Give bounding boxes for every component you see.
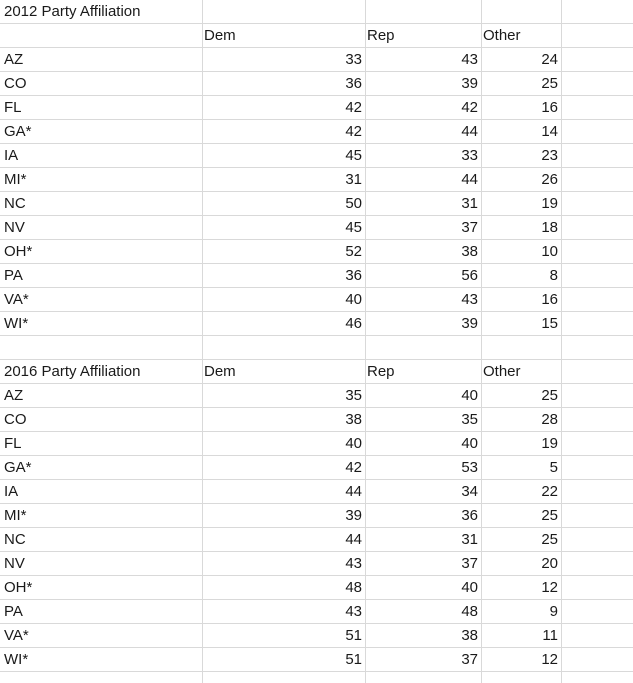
other-cell[interactable]: 16: [541, 99, 558, 116]
dem-cell[interactable]: 46: [345, 315, 362, 332]
dem-cell[interactable]: 43: [345, 603, 362, 620]
state-cell[interactable]: VA*: [4, 627, 29, 644]
state-cell[interactable]: NV: [4, 555, 25, 572]
table-row: [0, 96, 633, 120]
other-cell[interactable]: 15: [541, 315, 558, 332]
state-cell[interactable]: WI*: [4, 651, 29, 668]
table-row: [0, 408, 633, 432]
rep-cell[interactable]: 38: [461, 243, 478, 260]
table-row: [0, 576, 633, 600]
table-row: [0, 552, 633, 576]
other-cell[interactable]: 16: [541, 291, 558, 308]
other-cell[interactable]: 20: [541, 555, 558, 572]
dem-cell[interactable]: 36: [345, 267, 362, 284]
rep-cell[interactable]: 33: [461, 147, 478, 164]
other-cell[interactable]: 19: [541, 435, 558, 452]
dem-cell[interactable]: 36: [345, 75, 362, 92]
table-2012-header-row: [0, 0, 633, 24]
dem-cell[interactable]: 42: [345, 99, 362, 116]
table-2012-title[interactable]: 2012 Party Affiliation: [4, 3, 141, 20]
blank-row: [0, 336, 633, 360]
state-cell[interactable]: FL: [4, 99, 22, 116]
rep-cell[interactable]: 31: [461, 531, 478, 548]
header-other[interactable]: Other: [483, 27, 521, 44]
table-row: [0, 504, 633, 528]
state-cell[interactable]: OH*: [4, 243, 33, 260]
state-cell[interactable]: MI*: [4, 507, 27, 524]
state-cell[interactable]: VA*: [4, 291, 29, 308]
state-cell[interactable]: PA: [4, 603, 23, 620]
table-row: [0, 120, 633, 144]
table-2016-title[interactable]: 2016 Party Affiliation: [4, 363, 141, 380]
table-row: [0, 168, 633, 192]
other-cell[interactable]: 26: [541, 171, 558, 188]
table-2016-header-row: [0, 360, 633, 384]
table-row: [0, 384, 633, 408]
state-cell[interactable]: FL: [4, 435, 22, 452]
header-dem[interactable]: Dem: [204, 363, 236, 380]
other-cell[interactable]: 9: [549, 603, 558, 620]
rep-cell[interactable]: 35: [461, 411, 478, 428]
dem-cell[interactable]: 39: [345, 507, 362, 524]
table-row: [0, 72, 633, 96]
dem-cell[interactable]: 43: [345, 555, 362, 572]
state-cell[interactable]: WI*: [4, 315, 29, 332]
state-cell[interactable]: IA: [4, 483, 19, 500]
rep-cell[interactable]: 39: [461, 75, 478, 92]
dem-cell[interactable]: 33: [345, 51, 362, 68]
rep-cell[interactable]: 44: [461, 123, 478, 140]
state-cell[interactable]: NC: [4, 531, 26, 548]
table-row: [0, 648, 633, 672]
header-rep[interactable]: Rep: [367, 27, 395, 44]
state-cell[interactable]: NV: [4, 219, 25, 236]
rep-cell[interactable]: 36: [461, 507, 478, 524]
rep-cell[interactable]: 44: [461, 171, 478, 188]
table-row: [0, 528, 633, 552]
other-cell[interactable]: 12: [541, 651, 558, 668]
rep-cell[interactable]: 31: [461, 195, 478, 212]
state-cell[interactable]: IA: [4, 147, 19, 164]
other-cell[interactable]: 10: [541, 243, 558, 260]
rep-cell[interactable]: 37: [461, 651, 478, 668]
table-row: [0, 240, 633, 264]
dem-cell[interactable]: 38: [345, 411, 362, 428]
other-cell[interactable]: 25: [541, 75, 558, 92]
state-cell[interactable]: MI*: [4, 171, 27, 188]
dem-cell[interactable]: 35: [345, 387, 362, 404]
other-cell[interactable]: 23: [541, 147, 558, 164]
rep-cell[interactable]: 34: [461, 483, 478, 500]
dem-cell[interactable]: 40: [345, 435, 362, 452]
rep-cell[interactable]: 42: [461, 99, 478, 116]
table-row: [0, 192, 633, 216]
other-cell[interactable]: 19: [541, 195, 558, 212]
table-row: [0, 264, 633, 288]
rep-cell[interactable]: 40: [461, 435, 478, 452]
dem-cell[interactable]: 45: [345, 147, 362, 164]
header-other[interactable]: Other: [483, 363, 521, 380]
state-cell[interactable]: PA: [4, 267, 23, 284]
table-row: [0, 144, 633, 168]
dem-cell[interactable]: 51: [345, 627, 362, 644]
other-cell[interactable]: 11: [542, 627, 558, 644]
header-rep[interactable]: Rep: [367, 363, 395, 380]
state-cell[interactable]: OH*: [4, 579, 33, 596]
header-dem[interactable]: Dem: [204, 27, 236, 44]
dem-cell[interactable]: 44: [345, 531, 362, 548]
dem-cell[interactable]: 44: [345, 483, 362, 500]
rep-cell[interactable]: 53: [461, 459, 478, 476]
table-row: [0, 312, 633, 336]
table-2012-column-headers: [0, 24, 633, 48]
other-cell[interactable]: 28: [541, 411, 558, 428]
dem-cell[interactable]: 48: [345, 579, 362, 596]
dem-cell[interactable]: 51: [345, 651, 362, 668]
state-cell[interactable]: CO: [4, 411, 27, 428]
dem-cell[interactable]: 42: [345, 123, 362, 140]
state-cell[interactable]: AZ: [4, 51, 24, 68]
rep-cell[interactable]: 37: [461, 219, 478, 236]
table-row: [0, 288, 633, 312]
other-cell[interactable]: 22: [541, 483, 558, 500]
dem-cell[interactable]: 42: [345, 459, 362, 476]
rep-cell[interactable]: 39: [461, 315, 478, 332]
table-row: [0, 48, 633, 72]
rep-cell[interactable]: 37: [461, 555, 478, 572]
other-cell[interactable]: 24: [541, 51, 558, 68]
other-cell[interactable]: 18: [541, 219, 558, 236]
table-row: [0, 600, 633, 624]
state-cell[interactable]: NC: [4, 195, 26, 212]
dem-cell[interactable]: 40: [345, 291, 362, 308]
table-row: [0, 432, 633, 456]
other-cell[interactable]: 14: [541, 123, 558, 140]
rep-cell[interactable]: 43: [461, 291, 478, 308]
rep-cell[interactable]: 40: [461, 579, 478, 596]
state-cell[interactable]: GA*: [4, 459, 32, 476]
table-row: [0, 624, 633, 648]
rep-cell[interactable]: 56: [461, 267, 478, 284]
table-row: [0, 456, 633, 480]
table-row: [0, 480, 633, 504]
other-cell[interactable]: 8: [549, 267, 558, 284]
dem-cell[interactable]: 50: [345, 195, 362, 212]
state-cell[interactable]: AZ: [4, 387, 24, 404]
dem-cell[interactable]: 45: [345, 219, 362, 236]
other-cell[interactable]: 12: [541, 579, 558, 596]
state-cell[interactable]: CO: [4, 75, 27, 92]
other-cell[interactable]: 25: [541, 507, 558, 524]
table-row: [0, 216, 633, 240]
rep-cell[interactable]: 48: [461, 603, 478, 620]
dem-cell[interactable]: 52: [345, 243, 362, 260]
rep-cell[interactable]: 43: [461, 51, 478, 68]
dem-cell[interactable]: 31: [345, 171, 362, 188]
other-cell[interactable]: 25: [541, 531, 558, 548]
other-cell[interactable]: 25: [541, 387, 558, 404]
other-cell[interactable]: 5: [549, 459, 558, 476]
state-cell[interactable]: GA*: [4, 123, 32, 140]
rep-cell[interactable]: 40: [461, 387, 478, 404]
rep-cell[interactable]: 38: [461, 627, 478, 644]
